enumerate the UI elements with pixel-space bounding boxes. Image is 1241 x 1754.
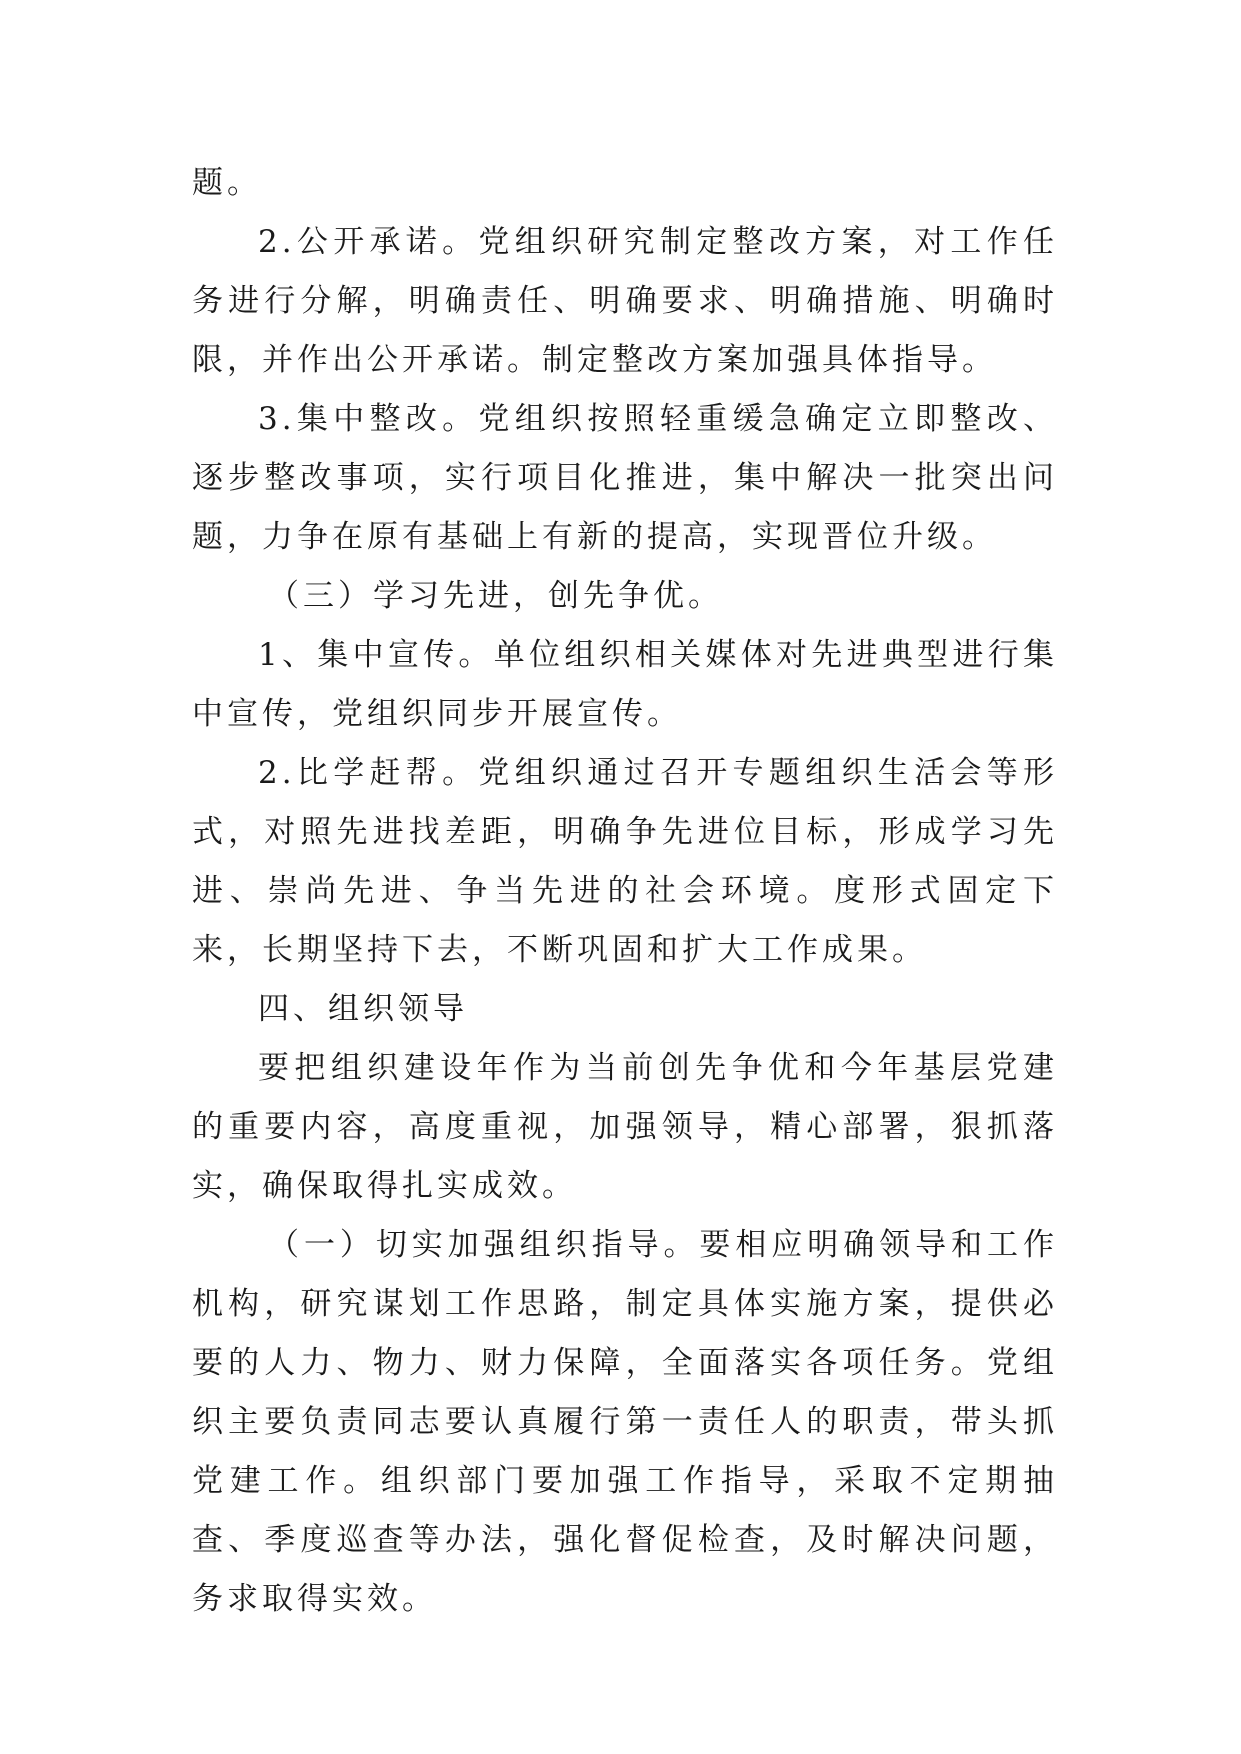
document-body: [192, 154, 1058, 1629]
paragraph-compare-learn: 2.比学赶帮。党组织通过召开专题组织生活会等形式，对照先进找差距，明确争先进位目标，形成学习先进、崇尚先进、争当先进的社会环境。度形式固定下来，长期坚持下去，不断巩固和扩大工作成果。: [192, 755, 1058, 968]
paragraph-public-commitment: 2.公开承诺。党组织研究制定整改方案，对工作任务进行分解，明确责任、明确要求、明确措施、明确时限，并作出公开承诺。制定整改方案加强具体指导。: [192, 224, 1058, 378]
paragraph-centralized-rectification: 3.集中整改。党组织按照轻重缓急确定立即整改、逐步整改事项，实行项目化推进，集中解决一批突出问题，力争在原有基础上有新的提高，实现晋位升级。: [192, 401, 1058, 555]
section-heading-organization-leadership: 四、组织领导: [258, 991, 468, 1027]
paragraph-organizational-guidance: （一）切实加强组织指导。要相应明确领导和工作机构，研究谋划工作思路，制定具体实施方案，提供必要的人力、物力、财力保障，全面落实各项任务。党组织主要负责同志要认真履行第一责任人的职责，带头抓党建工作。组织部门要加强工作指导，采取不定期抽查、季度巡查等办法，强化督促检查，及时解决问题，务求取得实效。: [192, 1227, 1058, 1617]
paragraph-leadership-intro: 要把组织建设年作为当前创先争优和今年基层党建的重要内容，高度重视，加强领导，精心部署，狠抓落实，确保取得扎实成效。: [192, 1050, 1058, 1204]
section-heading-learn-advanced: （三）学习先进，创先争优。: [268, 578, 723, 614]
paragraph-continuation: 题。: [192, 165, 262, 201]
paragraph-centralized-publicity: 1、集中宣传。单位组织相关媒体对先进典型进行集中宣传，党组织同步开展宣传。: [192, 637, 1058, 732]
